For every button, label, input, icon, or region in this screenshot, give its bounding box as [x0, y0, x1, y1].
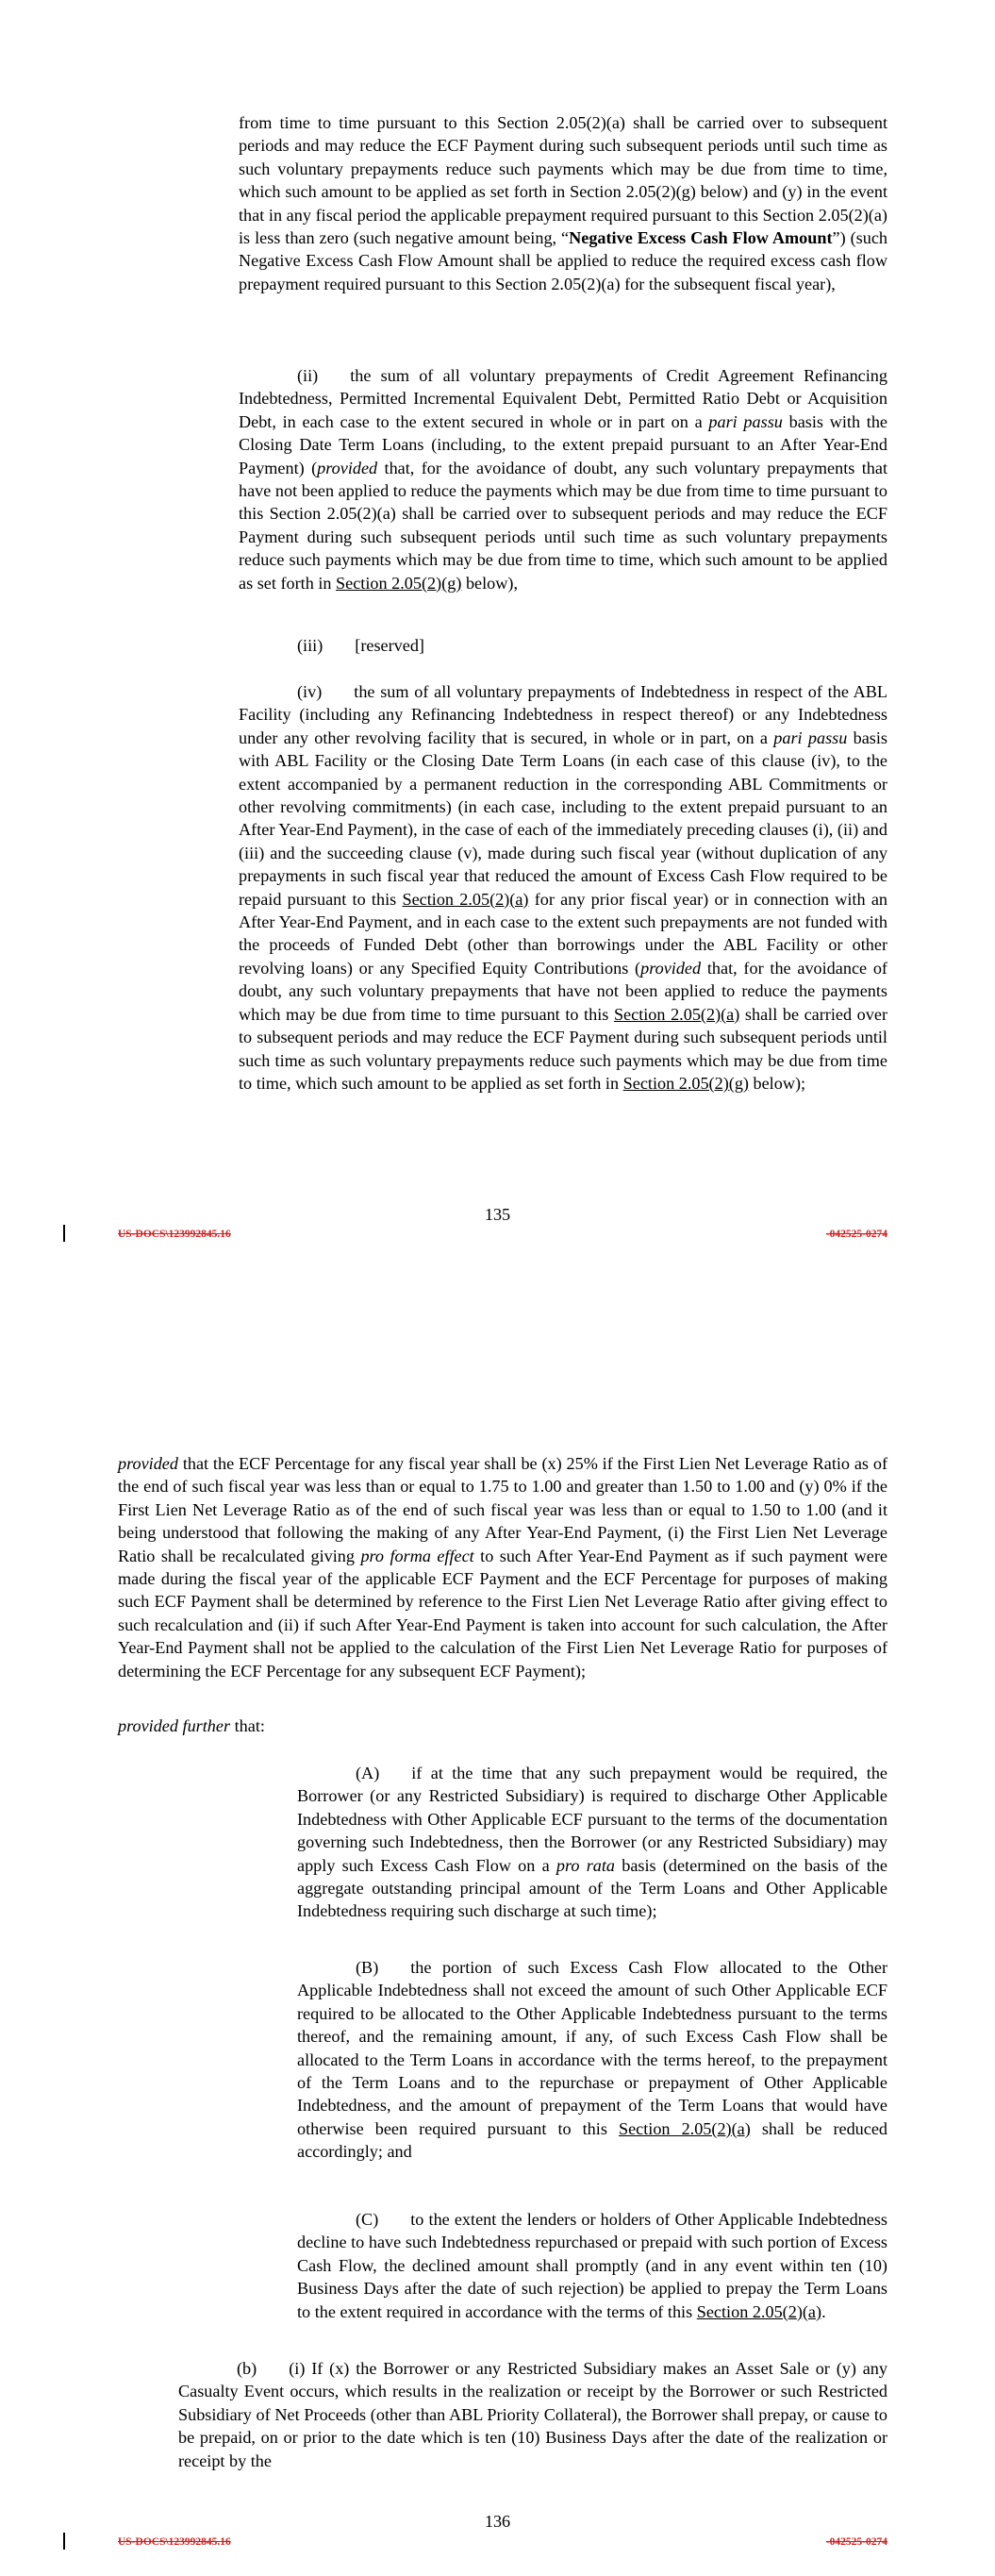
text-run: that, for the avoidance of doubt, any such voluntary prepayments that have not been applied to reduce the payments which may be due from time to time pursuant to this [239, 958, 887, 1024]
text-run: the portion of such Excess Cash Flow allocated to the Other Applicable Indebtedness shall not exceed the amount of such Other Applicable ECF required to be allocated to the Other Applicable Indebtedness pursuant to the terms thereof, and the remaining amount, if any, of such Excess Cash Flow shall be allocated to the Term Loans in accordance with the terms hereof, to the prepayment of the Term Loans and to the repurchase or prepayment of Other Applicable Indebtedness, and the amount of prepayment of the Term Loans that would have otherwise been required pursuant to this [297, 1958, 887, 2138]
text-run: basis with the Closing Date Term Loans (including, to the extent prepaid pursuant to an After Year-End Payment) ( [239, 411, 887, 477]
paragraph-section-b [178, 2357, 887, 2472]
footer-doc-id: US-DOCS\123992845.16 [118, 1229, 231, 1240]
footer-matter-number: -042525-0274 [825, 1229, 887, 1240]
paragraph-clause-B [297, 1956, 887, 2164]
text-run: [reserved] [355, 636, 424, 655]
text-run: shall be carried over to subsequent periods and may reduce the ECF Payment during such subsequent periods until such time as such voluntary prepayments reduce such payments which may be due from time to time, which such amount to be applied as set forth in [239, 1004, 887, 1093]
text-run: for any prior fiscal year) or in connection with an After Year-End Payment, and in each case to the extent such prepayments are not funded with the proceeds of Funded Debt (other than borrowings under the ABL Facility or other revolving loans) or any Specified Equity Contributions ( [239, 889, 887, 978]
section-reference: Section 2.05(2)(a) [618, 2118, 751, 2138]
revision-bar [63, 2533, 65, 2550]
text-run: basis with ABL Facility or the Closing Date Term Loans (in each case of this clause (iv), to the extent accompanied by a permanent reduction in the corresponding ABL Commitments or other revolving commitments) (in each case, including to the extent prepaid pursuant to an After Year-End Payment), in the case of each of the immediately preceding clauses (i), (ii) and (iii) and the succeeding clause (v), made during such fiscal year (without duplication of any prepayments in such fiscal year that reduced the amount of Excess Cash Flow required to be repaid pursuant to this [239, 728, 888, 909]
text-run: that, for the avoidance of doubt, any such voluntary prepayments that have not been applied to reduce the payments which may be due from time to time pursuant to this Section 2.05(2)(a) shall be carried over to subsequent periods and may reduce the ECF Payment during such subsequent periods until such time as such voluntary prepayments reduce such payments which may be due from time to time, which such amount to be applied as set forth in [239, 458, 887, 593]
paragraph-clause-iv [239, 680, 887, 1095]
page-number: 135 [484, 1205, 511, 1224]
italic-term: pari passu [773, 728, 848, 747]
text-run: shall be reduced accordingly; and [297, 2118, 887, 2162]
italic-term: provided [317, 458, 378, 477]
clause-label: (iv) [297, 682, 323, 701]
text-run: basis (determined on the basis of the aggregate outstanding principal amount of the Term Loans and Other Applicable Indebtedness requiring such discharge at such time); [297, 1855, 887, 1921]
text-run: if at the time that any such prepayment would be required, the Borrower (or any Restricted Subsidiary) is required to discharge Other Applicable Indebtedness with Other Applicable ECF pursuant to the terms of the documentation governing such Indebtedness, then the Borrower (or any Restricted Subsidiary) may apply such Excess Cash Flow on a [297, 1764, 887, 1875]
text-run: the sum of all voluntary prepayments of Credit Agreement Refinancing Indebtedness, Permitted Incremental Equivalent Debt, Permitted Ratio Debt or Acquisition Debt, in each case to the extent secured in whole or in part on a [239, 366, 887, 431]
clause-label: (B) [356, 1958, 379, 1977]
italic-term: provided [118, 1454, 178, 1473]
revision-bar [63, 1225, 65, 1242]
paragraph-provided-further [118, 1715, 887, 1737]
section-reference: Section 2.05(2)(a) [613, 1004, 740, 1024]
section-reference: Section 2.05(2)(g) [622, 1073, 749, 1093]
italic-term: pro forma effect [360, 1546, 474, 1565]
text-run: below), [461, 573, 518, 593]
clause-label: (ii) [297, 366, 319, 385]
italic-term: pro rata [556, 1855, 616, 1875]
section-reference: Section 2.05(2)(g) [336, 573, 462, 593]
text-run: from time to time pursuant to this Section 2.05(2)(a) shall be carried over to subsequent periods and may reduce the ECF Payment during such subsequent periods until such time as such voluntary prepayments reduce such payments which may be due from time to time, which such amount to be applied as set forth in Section 2.05(2)(g) below) and (y) in the event that in any fiscal period the applicable prepayment required pursuant to this Section 2.05(2)(a) is less than zero (such negative amount being, “ [239, 113, 887, 248]
paragraph-ecf-percentage-proviso [118, 1452, 887, 1682]
footer-matter-number: -042525-0274 [825, 2536, 887, 2548]
italic-term: provided further [118, 1716, 231, 1735]
text-run: . [821, 2301, 826, 2321]
page-136 [0, 1302, 995, 2576]
section-reference: Section 2.05(2)(a) [402, 889, 529, 909]
paragraph-clause-ii [239, 364, 887, 594]
text-run: to such After Year-End Payment as if such payment were made during the fiscal year of the applicable ECF Payment and the ECF Percentage for purposes of making such ECF Payment shall be determined by reference to the First Lien Net Leverage Ratio after giving effect to such recalculation and (ii) if such After Year-End Payment is taken into account for such calculation, the After Year-End Payment shall not be applied to the calculation of the First Lien Net Leverage Ratio for purposes of determining the ECF Percentage for any subsequent ECF Payment); [118, 1546, 887, 1681]
text-run: (i) If (x) the Borrower or any Restricted Subsidiary makes an Asset Sale or (y) any Casualty Event occurs, which results in the realization or receipt by the Borrower or such Restricted Subsidiary of Net Proceeds (other than ABL Priority Collateral), the Borrower shall prepay, or cause to be prepaid, on or prior to the date which is ten (10) Business Days after the date of the realization or receipt by the [178, 2359, 887, 2470]
text-run: below); [748, 1073, 806, 1093]
italic-term: pari passu [708, 411, 783, 431]
page-number: 136 [484, 2512, 511, 2531]
text-run: to the extent the lenders or holders of Other Applicable Indebtedness decline to have such Indebtedness repurchased or prepaid with such portion of Excess Cash Flow, the declined amount shall promptly (and in any event within ten (10) Business Days after the date of such rejection) be applied to prepay the Term Loans to the extent required in accordance with the terms of this [297, 2210, 887, 2321]
clause-label: (A) [356, 1764, 380, 1782]
text-run: the sum of all voluntary prepayments of Indebtedness in respect of the ABL Facility (including any Refinancing Indebtedness in respect thereof) or any Indebtedness under any other revolving facility that is secured, in whole or in part, on a [239, 682, 887, 747]
text-run: ”) (such Negative Excess Cash Flow Amount shall be applied to reduce the required excess cash flow prepayment required pursuant to this Section 2.05(2)(a) for the subsequent fiscal year), [239, 228, 887, 293]
text-run: that the ECF Percentage for any fiscal year shall be (x) 25% if the First Lien Net Leverage Ratio as of the end of such fiscal year was less than or equal to 1.75 to 1.00 and greater than 1.50 to 1.00 and (y) 0% if the First Lien Net Leverage Ratio as of the end of such fiscal year was less than or equal to 1.50 to 1.00 (and it being understood that following the making of any After Year-End Payment, (i) the First Lien Net Leverage Ratio shall be recalculated giving [118, 1454, 887, 1565]
paragraph-clause-A [297, 1762, 887, 1923]
clause-label: (b) [237, 2359, 257, 2378]
footer-doc-id: US-DOCS\123992845.16 [118, 2536, 231, 2548]
clause-label: (C) [356, 2210, 379, 2229]
clause-label: (iii) [297, 636, 323, 655]
defined-term: Negative Excess Cash Flow Amount [569, 228, 833, 248]
paragraph-clause-iii [239, 634, 887, 657]
section-reference: Section 2.05(2)(a) [696, 2301, 822, 2321]
paragraph-clause-C [297, 2208, 887, 2323]
paragraph-intro-continuation [239, 111, 887, 295]
italic-term: provided [640, 958, 702, 978]
text-run: that: [230, 1716, 265, 1735]
